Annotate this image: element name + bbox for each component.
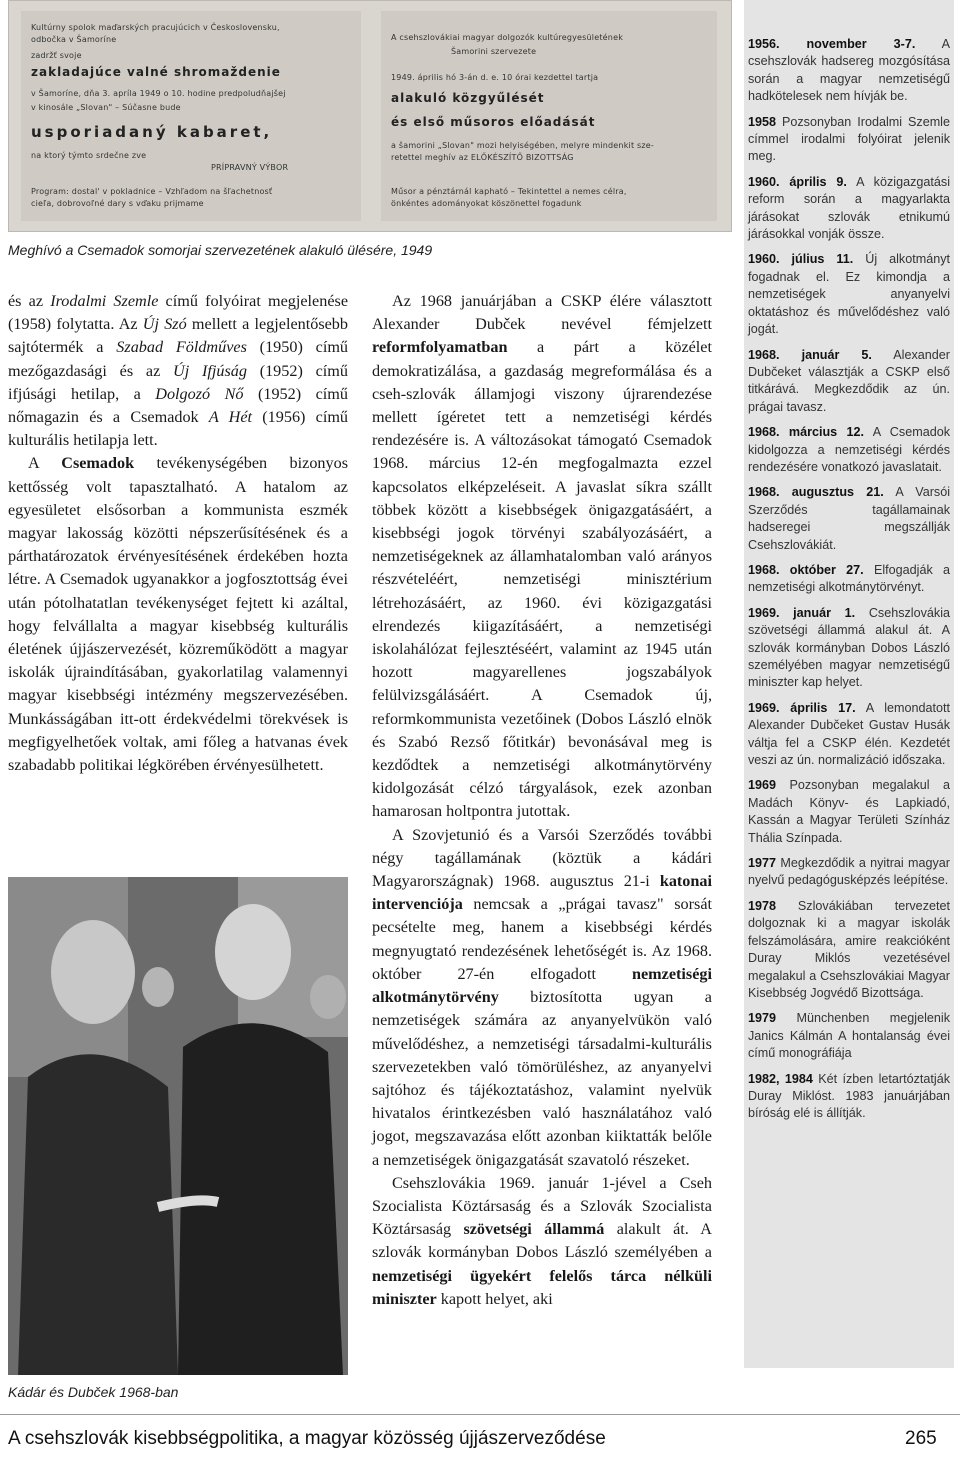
- timeline-text: Pozsonyban megalakul a Madách Könyv- és Lapkiadó, Kassán a Magyar Területi Színház Thália Színpada.: [748, 778, 950, 845]
- timeline-entry: [744, 1010, 954, 1062]
- timeline-entry: [744, 1071, 954, 1123]
- timeline-entry: [744, 114, 954, 166]
- invitation-line: Šamorini szervezete: [451, 47, 537, 56]
- invitation-line: zakladajúce valné shromaždenie: [31, 65, 281, 79]
- invitation-line: és első műsoros előadását: [391, 115, 596, 129]
- paragraph: A Csemadok tevékenységében bizonyos kettősség volt tapasztalható. A hatalom az egyesületet elsősorban a kommunista eszmék magyar lakosság közötti népszerűsítésének és a párthatározatok érvényesítésének érdekében hozta létre. A Csemadok ugyanakkor a jogfosztottság évei után pótolhatatlan tevékenységet fejtett ki azáltal, hogy felvállalta a magyar kisebbség kulturális életének újjászervezését, közreműködött a magyar iskolák újraindításában, gyakorlatilag valamennyi magyar kisebbségi intézmény megszervezésében. Munkásságában itt-ott érdekvédelmi törekvések is megfigyelhetőek voltak, ami főleg a hatvanas évek szabadabb politikai légkörében érvényesülhetett.: [8, 454, 349, 775]
- timeline-entry: [744, 605, 954, 692]
- timeline-date: 1969: [748, 778, 777, 793]
- timeline-entry: [744, 700, 954, 770]
- timeline-entry: [744, 777, 954, 847]
- timeline-date: 1977: [748, 856, 777, 871]
- timeline-sidebar: [744, 0, 954, 1368]
- timeline-text: A közigazgatási reform során a magyarlakta járásokat szlovák etnikumú járásokkal vonják össze.: [748, 174, 950, 242]
- invitation-line: cieľa, dobrovoľné dary s vďaku prijmame: [31, 199, 204, 208]
- timeline-entry: [744, 855, 954, 890]
- timeline-date: 1968. október 27.: [748, 562, 864, 577]
- photo-illustration: [8, 877, 348, 1375]
- invitation-line: PRÍPRAVNÝ VÝBOR: [211, 163, 289, 172]
- invitation-line: zadržť svoje: [31, 51, 82, 60]
- timeline-text: Elfogadják a nemzetiségi alkotmánytörvényt.: [748, 562, 950, 595]
- timeline-date: 1982, 1984: [748, 1071, 813, 1086]
- invitation-photo: [8, 0, 732, 232]
- invitation-line: Kultúrny spolok maďarských pracujúcich v Československu,: [31, 23, 280, 32]
- paragraph: A Szovjetunió és a Varsói Szerződés további négy tagállamának (köztük a kádári Magyarországnak) 1968. augusztus 21-i katonai intervenciója nemcsak a „prágai tavasz" sorsát pecsételte meg, hanem a kisebbségi kérdés megnyugtató rendezésének lehetőségét is. Az 1968. október 27-én elfogadott nemzetiségi alkotmánytörvény biztosította ugyan a nemzetiségek számára az anyanyelvükön való művelődéshez, a nemzetiségi társadalmi-kulturális szervezetekben való tömörüléshez, az anyanyelvi sajtóhoz és tájékoztatáshoz, valamint nyelvük hivatalos érintkezésben való használatához való jogot, megszavazása előtt azonban kiiktatták belőle a nemzetiségek önigazgatását szavatoló részeket.: [372, 825, 712, 1169]
- timeline-text: A Varsói Szerződés tagállamainak hadseregei megszállják Csehszlovákiát.: [748, 485, 951, 552]
- invitation-line: a šamorini „Slovan" mozi helyiségében, melyre mindenkit sze-: [391, 141, 655, 150]
- timeline-date: 1960. április 9.: [748, 174, 847, 189]
- timeline-text: Szlovákiában tervezetet dolgoznak ki a magyar iskolák felszámolására, amire reakcióként Duray Miklós vezetésével megalakul a Csehszlovákiai Magyar Kisebbség Jogvédő Bizottsága.: [748, 898, 950, 1000]
- invitation-line: Műsor a pénztárnál kapható – Tekintettel a nemes célra,: [391, 187, 627, 196]
- running-footer-title: A csehszlovák kisebbségpolitika, a magyar közösség újjászerveződése: [8, 1428, 606, 1449]
- kadar-dubcek-photo: [8, 877, 348, 1375]
- timeline-text: Pozsonyban Irodalmi Szemle címmel irodalmi folyóirat jelenik meg.: [748, 114, 950, 164]
- timeline-entry: [744, 347, 954, 417]
- invitation-line: retettel meghív az ELŐKÉSZÍTŐ BIZOTTSÁG: [391, 153, 574, 162]
- timeline-text: A csehszlovák hadsereg mozgósítása során a magyar nemzetiségű hadkötelesek nem hívják be.: [748, 37, 950, 104]
- invitation-line: na ktorý týmto srdečne zve: [31, 151, 147, 160]
- invitation-line: 1949. április hó 3-án d. e. 10 órai kezdettel tartja: [391, 73, 599, 82]
- timeline-date: 1978: [748, 898, 777, 913]
- timeline-entry: [744, 484, 954, 554]
- article-column-1: [8, 290, 348, 777]
- invitation-line: v Šamoríne, dňa 3. apríla 1949 o 10. hodine predpoludňajšej: [31, 89, 286, 98]
- timeline-entry: [744, 898, 954, 1002]
- photo-caption: Kádár és Dubček 1968-ban: [8, 1384, 179, 1400]
- invitation-line: v kinosále „Slovan" – Súčasne bude: [31, 103, 181, 112]
- invitation-slovak: [21, 11, 361, 221]
- timeline-text: Csehszlovákia szövetségi állammá alakul át. A szlovák kormányban Dobos László személyében magyar nemzetiségű miniszter kap helyet.: [748, 605, 951, 690]
- timeline-date: 1960. július 11.: [748, 252, 854, 267]
- timeline-text: Két ízben letartóztatják Duray Miklóst. 1983 januárjában bíróság elé is állítják.: [748, 1071, 951, 1121]
- invitation-hungarian: [381, 11, 717, 221]
- timeline-text: Új alkotmányt fogadnak el. Ez kimondja a nemzetiségek anyanyelvi oktatáshoz és művelődéshez való jogát.: [748, 252, 951, 337]
- invitation-line: alakuló közgyűlését: [391, 91, 545, 105]
- timeline-date: 1968. január 5.: [748, 347, 872, 362]
- timeline-entry: [744, 251, 954, 338]
- timeline-entry: [744, 36, 954, 106]
- paragraph: és az Irodalmi Szemle című folyóirat megjelenése (1958) folytatta. Az Új Szó mellett a legjelentősebb sajtótermék a Szabad Földműves (1950) című mezőgazdasági és az Új Ifjúság (1952) című ifjúsági hetilap, a Dolgozó Nő (1952) című nőmagazin és a Csemadok A Hét (1956) című kulturális hetilapja lett.: [8, 292, 349, 450]
- timeline-date: 1969. április 17.: [748, 700, 856, 715]
- article-column-2: [372, 290, 712, 1311]
- invitation-line: usporiadaný kabaret,: [31, 123, 273, 141]
- timeline-text: A Csemadok kidolgozza a nemzetiségi kérdés rendezésére vonatkozó javaslatait.: [748, 425, 950, 474]
- invitation-line: odbočka v Šamoríne: [31, 35, 117, 44]
- invitation-line: Program: dostal' v pokladnice – Vzhľadom na šľachetnosť: [31, 187, 273, 196]
- page-number: 265: [905, 1428, 937, 1449]
- paragraph: Az 1968 januárjában a CSKP élére választott Alexander Dubček nevével fémjelzett reformfolyamatban a párt a közélet demokratizálása, a gazdaság megreformálása és a cseh-szlovák államjogi viszony újrarendezése mellett ígéretet tett a nemzetiségi kérdés rendezésére is. A változásokat támogató Csemadok 1968. március 12-én megfogalmazta ezzel kapcsolatos elképzeléseit. A javaslat síkra szállt többek között a kisebbségek önigazgatásáért, a kisebbségi jogok törvényi szabályozásáért, a nemzetiségeknek az államhatalomban való arányos részvételéért, nemzetiségi minisztérium létrehozásáért, az 1960. évi közigazgatási elrendezés kiigazításáért, a nemzetiségi iskolahálózat fejlesztéséért, valamint az 1945 után hozott magyarellenes jogszabályok felülvizsgálásáért. A Csemadok új, reformkommunista vezetőinek (Dobos László elnök és Szabó Rezső főtitkár) bevonásával meg is kezdődtek a nemzetiségi alkotmánytörvény kidolgozását célzó tárgyalások, ezek azonban hamarosan holtpontra jutottak.: [372, 292, 712, 821]
- invitation-caption: Meghívó a Csemadok somorjai szervezetének alakuló ülésére, 1949: [8, 242, 433, 258]
- timeline-date: 1958: [748, 114, 777, 129]
- invitation-line: önkéntes adományokat köszönettel fogadunk: [391, 199, 582, 208]
- timeline-text: A lemondatott Alexander Dubčeket Gustav Husák váltja fel a CSKP élén. Kezdetét veszi az ún. normalizáció időszaka.: [748, 700, 951, 768]
- timeline-entry: [744, 562, 954, 597]
- timeline-date: 1968. augusztus 21.: [748, 485, 884, 500]
- timeline-text: Megkezdődik a nyitrai magyar nyelvű pedagógusképzés leépítése.: [748, 856, 950, 888]
- paragraph: Csehszlovákia 1969. január 1-jével a Cseh Szocialista Köztársaság és a Szlovák Szocialista Köztársaság szövetségi állammá alakult át. A szlovák kormányban Dobos László személyében a nemzetiségi ügyekért felelős tárca nélküli miniszter kapott helyet, aki: [372, 1173, 712, 1308]
- footer-divider: [0, 1414, 960, 1415]
- timeline-entry: [744, 174, 954, 244]
- timeline-date: 1956. november 3-7.: [748, 37, 916, 51]
- timeline-text: Alexander Dubčeket választják a CSKP első titkárává. Megkezdődik az ún. prágai tavasz.: [748, 347, 950, 414]
- timeline-date: 1968. március 12.: [748, 425, 865, 440]
- timeline-date: 1979: [748, 1011, 777, 1026]
- timeline-entry: [744, 424, 954, 476]
- invitation-line: A csehszlovákiai magyar dolgozók kultúregyesületének: [391, 33, 624, 42]
- timeline-date: 1969. január 1.: [748, 605, 856, 620]
- timeline-text: Münchenben megjelenik Janics Kálmán A hontalanság évei című monográfiája: [748, 1011, 950, 1061]
